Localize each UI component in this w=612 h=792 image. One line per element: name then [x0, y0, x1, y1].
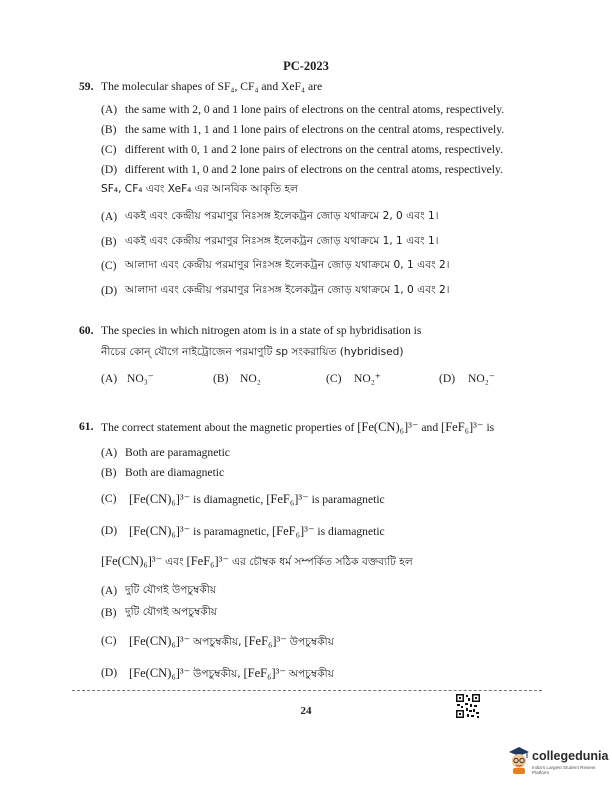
question-61-text: The correct statement about the magnetic properties of — [101, 421, 355, 434]
q59-option-c: different with 0, 1 and 2 lone pairs of electrons on the central atoms, respectively. — [125, 143, 503, 156]
q61-bn-option-c-part1: অপচুম্বকীয়, — [193, 636, 242, 648]
question-61-and: and — [421, 421, 439, 434]
q61-bn-option-b-label: (B) — [101, 606, 117, 619]
q59-option-c-label: (C) — [101, 143, 117, 156]
q61-bn-option-a-label: (A) — [101, 584, 118, 597]
q61-bn-option-b: দুটি যৌগই অপচুম্বকীয় — [125, 606, 217, 618]
graduate-mascot-icon — [508, 746, 530, 774]
complex-fef6: [FeF₆]³⁻ — [243, 666, 286, 680]
footer-divider — [72, 690, 542, 691]
q60-option-d-label: (D) — [439, 372, 456, 385]
q61-bn-option-c — [129, 635, 334, 648]
question-61-text-bengali — [101, 555, 413, 568]
brand-name: collegedunia — [532, 749, 609, 763]
q61-bn-option-d — [129, 667, 334, 680]
q60-option-a-label: (A) — [101, 372, 118, 385]
q61-option-d-part1: is paramagnetic, — [193, 525, 270, 538]
question-61-bn-and: এবং — [165, 556, 184, 568]
q61-option-c-part2: is paramagnetic — [311, 493, 385, 506]
question-59-number: 59. — [79, 80, 94, 93]
q60-option-c-label: (C) — [326, 372, 342, 385]
q61-bn-option-c-part2: উপচুম্বকীয় — [289, 636, 334, 648]
question-59-text: The molecular shapes of SF₄, CF₄ and XeF₄ are — [101, 80, 323, 93]
complex-fef6: [FeF₆]³⁻ — [441, 420, 484, 434]
complex-fef6: [FeF₆]³⁻ — [244, 634, 287, 648]
q59-option-d-label: (D) — [101, 163, 118, 176]
q61-bn-option-c-label: (C) — [101, 634, 117, 647]
q61-option-a: Both are paramagnetic — [125, 446, 230, 459]
q61-option-d — [129, 525, 385, 538]
q59-bn-option-a-label: (A) — [101, 210, 118, 223]
q61-option-c-label: (C) — [101, 492, 117, 505]
q60-option-b: NO₂ — [240, 372, 261, 385]
q61-option-b: Both are diamagnetic — [125, 466, 225, 479]
complex-fe-cn6: [Fe(CN)₆]³⁻ — [357, 420, 419, 434]
q61-bn-option-a: দুটি যৌগই উপচুম্বকীয় — [125, 584, 217, 596]
complex-fef6: [FeF₆]³⁻ — [266, 492, 309, 506]
q59-bn-option-d: আলাদা এবং কেন্দ্রীয় পরমাণুর নিঃসঙ্গ ইলেকট্রন জোড় যথাক্রমে 1, 0 এবং 2। — [125, 284, 450, 296]
question-60-text: The species in which nitrogen atom is in a state of sp hybridisation is — [101, 324, 422, 337]
q59-option-b: the same with 1, 1 and 1 lone pairs of electrons on the central atoms, respectively. — [125, 123, 505, 136]
q61-option-c — [129, 493, 385, 506]
question-59-text-bengali: SF₄, CF₄ এবং XeF₄ এর আনবিক আকৃতি হল — [101, 183, 299, 195]
q59-bn-option-b-label: (B) — [101, 235, 117, 248]
q61-bn-option-d-part2: অপচুম্বকীয় — [288, 668, 334, 680]
complex-fe-cn6: [Fe(CN)₆]³⁻ — [129, 634, 191, 648]
brand-logo — [508, 744, 612, 784]
q59-option-d: different with 1, 0 and 2 lone pairs of electrons on the central atoms, respectively. — [125, 163, 503, 176]
q60-option-b-label: (B) — [213, 372, 229, 385]
q59-bn-option-b: একই এবং কেন্দ্রীয় পরমাণুর নিঃসঙ্গ ইলেকট্রন জোড় যথাক্রমে 1, 1 এবং 1। — [125, 235, 439, 247]
question-61-bn-stem: এর চৌম্বক ধর্ম সম্পর্কিত সঠিক বক্তব্যটি হল — [231, 556, 413, 568]
q60-option-a: NO₃⁻ — [127, 372, 154, 385]
q59-option-a: the same with 2, 0 and 1 lone pairs of electrons on the central atoms, respectively. — [125, 103, 505, 116]
q60-option-d: NO₂⁻ — [468, 372, 495, 385]
complex-fe-cn6: [Fe(CN)₆]³⁻ — [101, 554, 163, 568]
brand-tagline: India's Largest Student Review Platform — [532, 765, 596, 775]
q61-option-b-label: (B) — [101, 466, 117, 479]
complex-fef6: [FeF₆]³⁻ — [272, 524, 315, 538]
question-61-stem — [101, 421, 494, 434]
q61-bn-option-d-part1: উপচুম্বকীয়, — [193, 668, 241, 680]
complex-fe-cn6: [Fe(CN)₆]³⁻ — [129, 666, 191, 680]
complex-fef6: [FeF₆]³⁻ — [186, 554, 230, 568]
q59-bn-option-a: একই এবং কেন্দ্রীয় পরমাণুর নিঃসঙ্গ ইলেকট্রন জোড় যথাক্রমে 2, 0 এবং 1। — [125, 210, 439, 222]
page-header: PC-2023 — [283, 59, 329, 73]
complex-fe-cn6: [Fe(CN)₆]³⁻ — [129, 524, 191, 538]
q61-bn-option-d-label: (D) — [101, 666, 118, 679]
q59-bn-option-c-label: (C) — [101, 259, 117, 272]
q59-option-a-label: (A) — [101, 103, 118, 116]
complex-fe-cn6: [Fe(CN)₆]³⁻ — [129, 492, 191, 506]
q61-option-a-label: (A) — [101, 446, 118, 459]
q59-bn-option-c: আলাদা এবং কেন্দ্রীয় পরমাণুর নিঃসঙ্গ ইলেকট্রন জোড় যথাক্রমে 0, 1 এবং 2। — [125, 259, 450, 271]
q60-option-c: NO₂⁺ — [354, 372, 381, 385]
question-61-number: 61. — [79, 420, 94, 433]
q61-option-c-part1: is diamagnetic, — [193, 493, 264, 506]
q61-option-d-part2: is diamagnetic — [317, 525, 385, 538]
page-number: 24 — [300, 705, 312, 717]
q61-option-d-label: (D) — [101, 524, 118, 537]
q59-bn-option-d-label: (D) — [101, 284, 118, 297]
question-60-number: 60. — [79, 324, 94, 337]
q59-option-b-label: (B) — [101, 123, 117, 136]
qr-code-icon — [455, 693, 481, 719]
question-60-text-bengali: নীচের কোন্ যৌগে নাইট্রোজেন পরমাণুটি sp সংকরায়িত (hybridised) — [101, 346, 404, 358]
question-61-is: is — [486, 421, 495, 434]
